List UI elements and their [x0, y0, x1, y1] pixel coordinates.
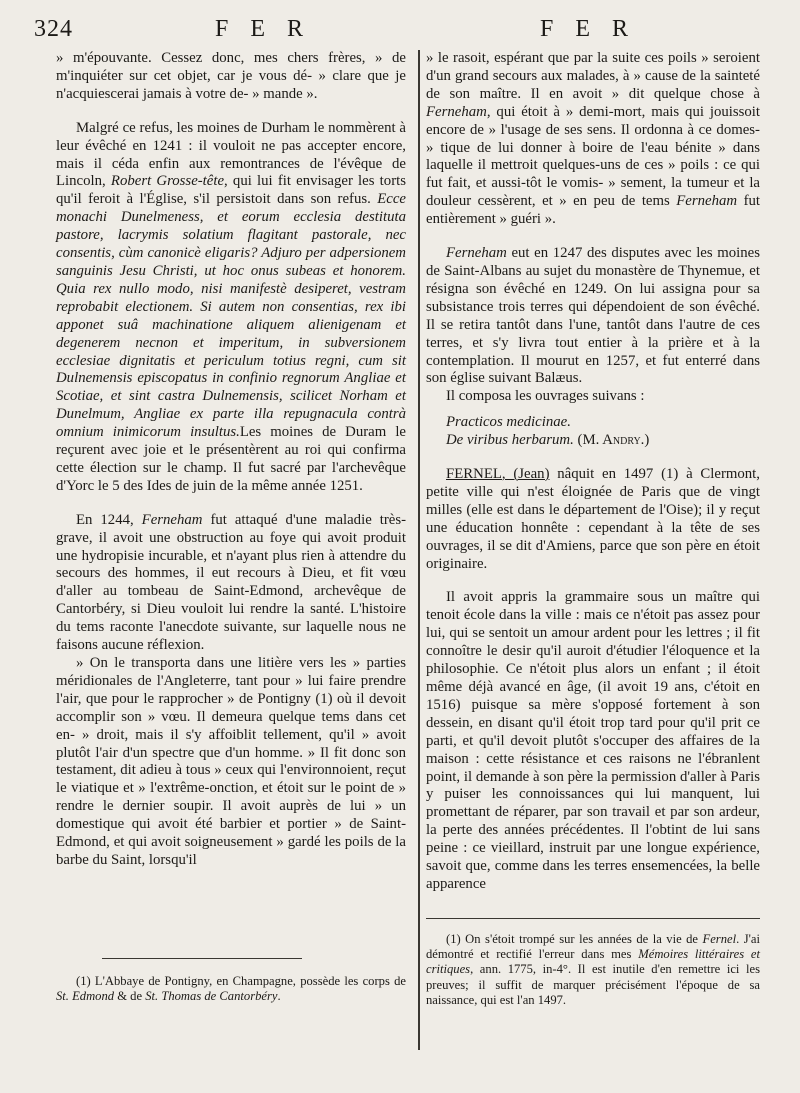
- fn-right-title: Mémoires littéraires et critiques: [426, 947, 760, 977]
- anecdote-text-c: fut entièrement » guéri ».: [426, 193, 761, 228]
- anecdote-text-b: , qui étoit à » demi-mort, mais qui jouissoit encore de » l'usage de ses sens. Il ordonna à ce domes- » tique de lui donner à boire de l'eau bénite » dans laquelle il mettroit quelques-uns de ces » poils : ce qui fut fait, et aussi-tôt le vomis- » sement, la tumeur et la douleur cessèrent, et » en peu de tems: [426, 103, 760, 210]
- ferneham-name: Ferneham: [141, 511, 203, 528]
- work-de-viribus: [426, 432, 760, 450]
- running-head-right: F E R: [540, 16, 637, 42]
- work-attribution: (M. Andry.): [577, 432, 650, 449]
- fn-left-text-a: (1) L'Abbaye de Pontigny, en Champagne, possède les corps de: [76, 974, 406, 988]
- fn-left-name-1: St. Edmond: [56, 989, 115, 1004]
- footnote-rule-right: [426, 918, 760, 919]
- ferneham-name-2: Ferneham: [676, 193, 738, 210]
- footnote-left: [56, 974, 406, 1004]
- left-column: [56, 50, 406, 870]
- work-title-2: De viribus herbarum.: [446, 432, 574, 449]
- latin-quotation: Ecce monachi Dunelmeness, et eorum ecclesia destituta pastore, lacrymis solatium flagitant pastorale, nec consentis, cùm canonicè eligaris? Adjuro per adpersionem sanguinis Jesu Christi, ut hoc onus subeas et honorem. Quia rex nullo modo, nisi manifestè desiperet, vestram reprobabit electionem. Si autem non consentias, rex ibi apponet suâ machinatione aliquem alienigenam et degenerem necnon et imperitum, in subversionem ecclesiae dignitatis et periculum totius regni, cum sit Dulnemensis episcopatus in confinio regnorum Angliae et Scotiae, et sint castra Dulnemensis, scilicet Norham et Dunelmum, Angliae ex parte illa repugnacula contrà omnium inimicorum insultus.: [56, 191, 406, 441]
- durham-text-b: , qui lui fit envisager les torts qu'il feroit à l'Église, s'il persistoit dans son refus.: [56, 173, 406, 208]
- works-intro: Il composa les ouvrages suivans :: [446, 388, 645, 405]
- work-title-1: Practicos medicinae.: [446, 414, 571, 431]
- fn-left-text-b: & de: [117, 989, 143, 1004]
- fn-right-text-c: , ann. 1775, in-4°. Il est inutile d'en remettre ici les preuves; il suffit de marquer précisément l'époque de sa naissance, qui est l'an 1497.: [426, 962, 760, 1007]
- right-para-grammar: Il avoit appris la grammaire sous un maître qui tenoit école dans la ville : mais ce n'étoit pas assez pour lui, qui se sentoit un amour ardent pour les lettres ; il fit connoître le desir qu'il auroit d'étudier l'éloquence et la philosophie. Ce n'étoit plus alors un enfant ; il étoit même déjà avancé en âge, (il avoit 19 ans, c'étoit en 1516) puisque sa mère s'opposé fortement à son dessein, en disant qu'il étoit trop tard pour qu'il prit ce parti, et qu'il devoit plutôt s'occuper des affaires de la maison : cette résistance et ces raisons ne l'ébranlent point, il demande à son père la permission d'aller à Paris y puiser les connoissances qui lui manquent, lui promettant de réparer, par son travail et par son ardeur, la perte des années précédentes. Il l'obtint de lui sans peine : ce vieillard, instruit par une longue expérience, savoit que, comme dans les terres ensemencées, la belle apparence: [426, 589, 760, 892]
- durham-text-a: Malgré ce refus, les moines de Durham le nommèrent à leur évêché en 1241 : il vouloit ne pas accepter encore, mais il céda enfin aux remontrances de l'évêque de Lincoln,: [56, 119, 406, 190]
- page-number: 324: [34, 16, 73, 42]
- right-column: [426, 50, 760, 894]
- fn-right-text-a: (1) On s'étoit trompé sur les années de la vie de: [446, 932, 699, 946]
- fernel-text: nâquit en 1497 (1) à Clermont, petite ville qui n'est éloignée de Paris que de vingt milles (elle est dans le département de l'Oise); il y reçut une éducation honnête : cependant à la tête de ses ouvrages, il se dit d'Amiens, parce que son père en étoit originaire.: [426, 466, 760, 572]
- right-para-disputes: [426, 245, 760, 388]
- fernel-headword: FERNEL, (Jean): [446, 466, 550, 483]
- left-para-illness: [56, 512, 406, 655]
- page-header: [0, 10, 800, 46]
- work-practicos: [426, 414, 760, 432]
- anecdote-text-a: » le rasoit, espérant que par la suite ces poils » seroient d'un grand secours aux malades, à » cause de la sainteté de son maître. Il en avoit » dit quelque chose à: [426, 50, 760, 102]
- fn-right-name: Fernel: [702, 932, 737, 946]
- illness-year: En 1244,: [76, 511, 134, 528]
- left-para-durham: [56, 120, 406, 496]
- footnote-rule-left: [102, 958, 302, 959]
- robert-grosse-tete: Robert Grosse-tête: [110, 173, 225, 190]
- fn-right-text-b: . J'ai démontré et rectifié l'erreur dans mes: [426, 932, 760, 962]
- column-divider: [418, 50, 420, 1050]
- running-head-left: F E R: [215, 16, 312, 42]
- left-para-quote-end: » m'épouvante. Cessez donc, mes chers frères, » de m'inquiéter sur cet objet, car je vous dé- » clare que je n'acquiescerai jamais à votre de- » mande ».: [56, 50, 406, 102]
- right-para-anecdote-end: [426, 50, 760, 229]
- left-para-anecdote: » On le transporta dans une litière vers les » parties méridionales de l'Angleterre, tant pour » lui faire prendre l'air, que pour le rapprocher » de Pontigny (1) où il devoit accomplir son » vœu. Il demeura quelque tems dans cet en- » droit, mais il s'y affoiblit tellement, qu'il » avoit plutôt l'air d'un spectre que d'un homme. » Il fit donc son testament, dit adieu à tous » ceux qui l'environnoient, reçut le viatique et » l'extrême-onction, et étoit sur le point de » rendre le dernier soupir. Il avoit auprès de lui » un domestique qui avoit été barbier et portier » de Saint-Edmond, et qui avoit soigneusement » gardé les poils de la barbe du Saint, lorsqu'il: [56, 655, 406, 868]
- durham-text-c: Les moines de Duram le reçurent avec joie et le présentèrent au roi qui confirma cette élection sur le champ. Il fut sacré par l'archevêque d'Yorc le 5 des Ides de juin de la même année 1251.: [56, 424, 406, 494]
- disputes-text: eut en 1247 des disputes avec les moines de Saint-Albans au sujet du monastère de Thynemue, et résigna son évêché en 1249. On lui assigna pour sa subsistance trois terres qui dépendoient de son évêché. Il se retira tantôt dans l'une, tantôt dans l'autre de ces terres, et s'y livra tout entier à la prière et à la contemplation. Il mourut en 1257, et fut enterré dans son église suivant Balæus.: [426, 245, 761, 387]
- footnote-right: [426, 932, 760, 1008]
- fn-left-text-c: .: [277, 989, 281, 1004]
- ferneham-name-1: Ferneham: [426, 103, 487, 120]
- fernel-entry: [426, 466, 760, 573]
- illness-text: fut attaqué d'une maladie très-grave, il avoit une obstruction au foye qui avoit produit une hydropisie incurable, et n'ayant plus rien à attendre du secours des hommes, il eut recours à Dieu, et fit vœu d'aller au tombeau de Saint-Edmond, archevêque de Cantorbéry, si Dieu vouloit lui rendre la santé. L'histoire du tems raconte l'anecdote suivante, sur laquelle nous ne faisons aucune réflexion.: [56, 511, 407, 654]
- ferneham-name-3: Ferneham: [446, 245, 507, 262]
- fn-left-name-2: St. Thomas de Cantorbéry: [145, 989, 278, 1004]
